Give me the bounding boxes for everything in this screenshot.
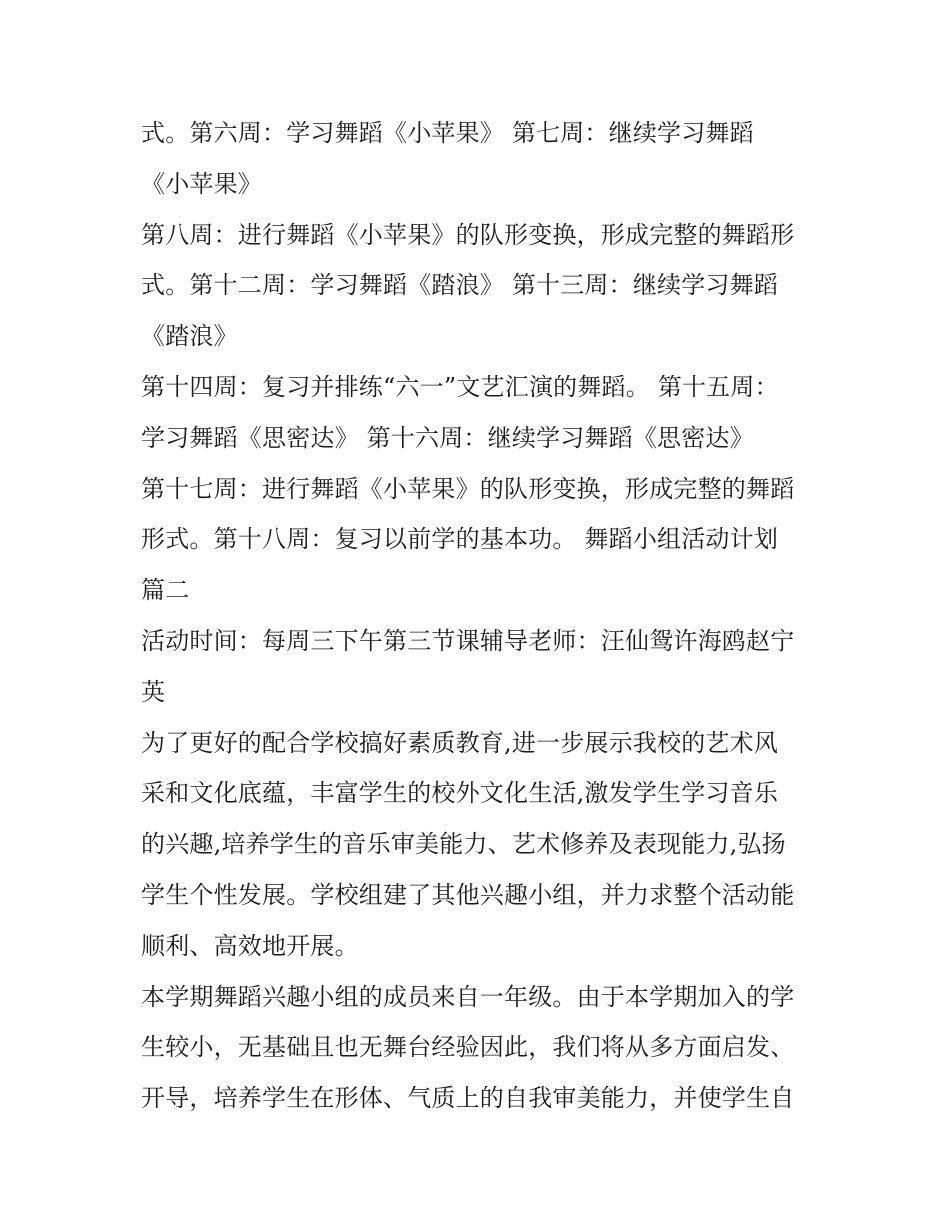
text-line: 第十七周：进行舞蹈《小苹果》的队形变换，形成完整的舞蹈 [141, 474, 795, 503]
text-line: 学习舞蹈《思密达》 第十六周：继续学习舞蹈《思密达》 [141, 423, 754, 452]
text-line: 学生个性发展。学校组建了其他兴趣小组，并力求整个活动能 [141, 880, 795, 909]
text-line: 第八周：进行舞蹈《小苹果》的队形变换，形成完整的舞蹈形 [141, 220, 795, 249]
document-body [141, 108, 821, 1124]
text-line: 式。第十二周：学习舞蹈《踏浪》 第十三周：继续学习舞蹈 [141, 271, 779, 300]
text-line: 《小苹果》 [141, 169, 262, 198]
text-line: 采和文化底蕴，丰富学生的校外文化生活,激发学生学习音乐 [141, 779, 779, 808]
text-line: 为了更好的配合学校搞好素质教育,进一步展示我校的艺术风 [141, 728, 779, 757]
text-line: 第十四周：复习并排练“六一”文艺汇演的舞蹈。 第十五周： [141, 372, 779, 401]
text-line: 开导，培养学生在形体、气质上的自我审美能力，并使学生自 [141, 1084, 795, 1113]
text-line: 英 [141, 677, 166, 706]
text-line: 本学期舞蹈兴趣小组的成员来自一年级。由于本学期加入的学 [141, 982, 795, 1011]
text-line: 生较小，无基础且也无舞台经验因此，我们将从多方面启发、 [141, 1033, 795, 1062]
text-line: 的兴趣,培养学生的音乐审美能力、艺术修养及表现能力,弘扬 [141, 830, 786, 859]
text-line: 《踏浪》 [141, 322, 238, 351]
text-line: 顺利、高效地开展。 [141, 931, 359, 960]
text-line: 式。第六周：学习舞蹈《小苹果》 第七周：继续学习舞蹈 [141, 119, 754, 147]
text-line: 活动时间：每周三下午第三节课辅导老师：汪仙鸳许海鸥赵宁 [141, 626, 795, 655]
text-line: 篇二 [141, 576, 190, 605]
text-line: 形式。第十八周：复习以前学的基本功。 舞蹈小组活动计划 [141, 525, 779, 554]
